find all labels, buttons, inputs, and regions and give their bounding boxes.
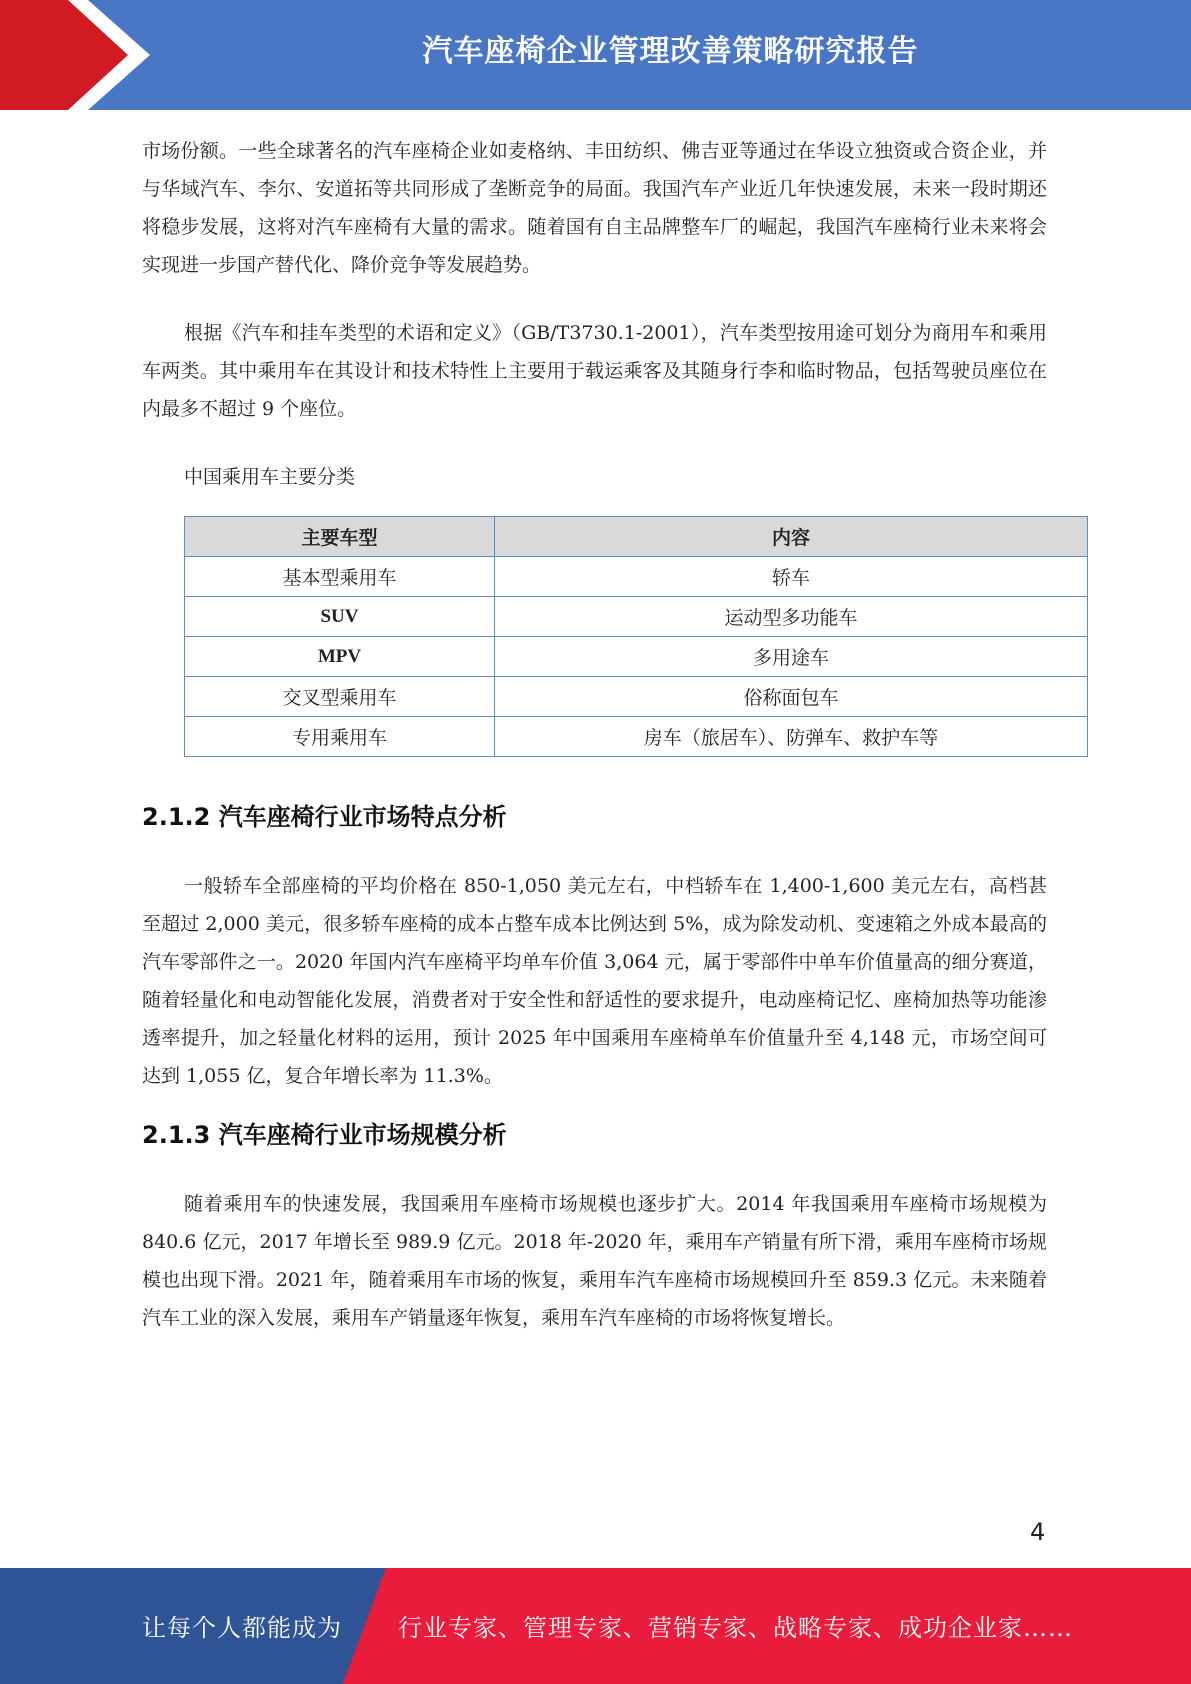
paragraph-market-characteristics: 一般轿车全部座椅的平均价格在 850-1,050 美元左右，中档轿车在 1,400-1,600 美元左右，高档甚至超过 2,000 美元，很多轿车座椅的成本占整车成本比例达到 5%，成为除发动机、变速箱之外成本最高的汽车零部件之一。2020 年国内汽车座椅平均单车价值 3,064 元，属于零部件中单车价值量高的细分赛道，随着轻量化和电动智能化发展，消费者对于安全性和舒适性的要求提升，电动座椅记忆、座椅加热等功能渗透率提升，加之轻量化材料的运用，预计 2025 年中国乘用车座椅单车价值量升至 4,148 元，市场空间可达到 1,055 亿，复合年增长率为 11.3%。 bbox=[142, 875, 1047, 1087]
section-heading-2-1-2: 2.1.2 汽车座椅行业市场特点分析 bbox=[142, 803, 507, 831]
page-header bbox=[0, 0, 1191, 110]
table-cell: 专用乘用车 bbox=[185, 717, 495, 757]
table-cell: 房车（旅居车）、防弹车、救护车等 bbox=[495, 717, 1088, 757]
table-cell: MPV bbox=[185, 637, 495, 677]
table-header-cell: 主要车型 bbox=[185, 517, 495, 557]
table-cell: 多用途车 bbox=[495, 637, 1088, 677]
table-row bbox=[185, 717, 1088, 757]
table-cell: SUV bbox=[185, 597, 495, 637]
table-row bbox=[185, 597, 1088, 637]
table-header-cell: 内容 bbox=[495, 517, 1088, 557]
table-cell: 运动型多功能车 bbox=[495, 597, 1088, 637]
paragraph-market-share: 市场份额。一些全球著名的汽车座椅企业如麦格纳、丰田纺织、佛吉亚等通过在华设立独资或合资企业，并与华域汽车、李尔、安道拓等共同形成了垄断竞争的局面。我国汽车产业近几年快速发展，未来一段时期还将稳步发展，这将对汽车座椅有大量的需求。随着国有自主品牌整车厂的崛起，我国汽车座椅行业未来将会实现进一步国产替代化、降价竞争等发展趋势。 bbox=[142, 140, 1047, 276]
table-cell: 基本型乘用车 bbox=[185, 557, 495, 597]
paragraph-vehicle-classification: 根据《汽车和挂车类型的术语和定义》（GB/T3730.1-2001），汽车类型按用途可划分为商用车和乘用车两类。其中乘用车在其设计和技术特性上主要用于载运乘客及其随身行李和临时物品，包括驾驶员座位在内最多不超过 9 个座位。 bbox=[142, 322, 1047, 420]
table-row bbox=[185, 637, 1088, 677]
page-footer bbox=[0, 1568, 1191, 1684]
paragraph-market-size: 随着乘用车的快速发展，我国乘用车座椅市场规模也逐步扩大。2014 年我国乘用车座椅市场规模为 840.6 亿元，2017 年增长至 989.9 亿元。2018 年-2020 年，乘用车产销量有所下滑，乘用车座椅市场规模也出现下滑。2021 年，随着乘用车市场的恢复，乘用车汽车座椅市场规模回升至 859.3 亿元。未来随着汽车工业的深入发展，乘用车产销量逐年恢复，乘用车汽车座椅的市场将恢复增长。 bbox=[142, 1193, 1047, 1329]
section-heading-2-1-3: 2.1.3 汽车座椅行业市场规模分析 bbox=[142, 1121, 507, 1149]
page-number: 4 bbox=[1030, 1518, 1046, 1546]
table-row bbox=[185, 677, 1088, 717]
table-cell: 轿车 bbox=[495, 557, 1088, 597]
header-arrow-red bbox=[0, 0, 140, 110]
report-title: 汽车座椅企业管理改善策略研究报告 bbox=[422, 34, 919, 69]
table-caption: 中国乘用车主要分类 bbox=[184, 466, 356, 488]
table-row bbox=[185, 557, 1088, 597]
footer-slogan-right: 行业专家、管理专家、营销专家、战略专家、成功企业家…… bbox=[398, 1614, 1073, 1642]
passenger-car-classification-table bbox=[184, 516, 1088, 757]
page-content bbox=[142, 132, 1047, 1337]
footer-slogan-left: 让每个人都能成为 bbox=[142, 1614, 342, 1642]
table-header-row bbox=[185, 517, 1088, 557]
table-cell: 交叉型乘用车 bbox=[185, 677, 495, 717]
table-cell: 俗称面包车 bbox=[495, 677, 1088, 717]
